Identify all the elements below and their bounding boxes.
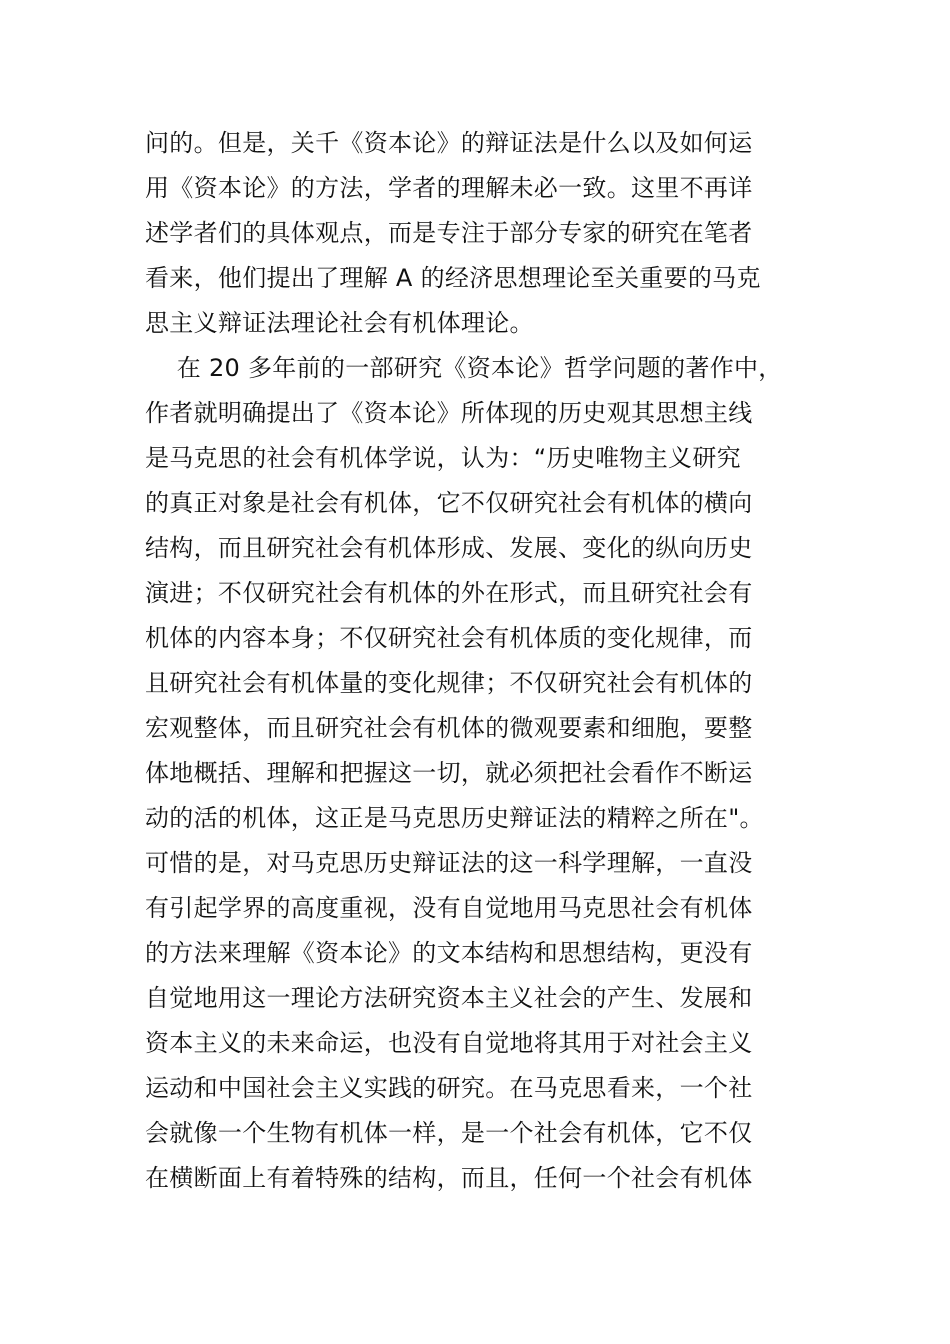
text-line: 看来，他们提出了理解 A 的经济思想理论至关重要的马克 — [145, 264, 761, 292]
text-line: 述学者们的具体观点，而是专注于部分专家的研究在笔者 — [145, 219, 753, 247]
text-line: 思主义辩证法理论社会有机体理论。 — [145, 309, 534, 337]
body-text — [145, 121, 825, 1201]
text-line: 可惜的是，对马克思历史辩证法的这一科学理解，一直没 — [145, 849, 753, 877]
text-line: 运动和中国社会主义实践的研究。在马克思看来，一个社 — [145, 1074, 753, 1102]
text-line: 自觉地用这一理论方法研究资本主义社会的产生、发展和 — [145, 984, 753, 1012]
text-line: 的方法来理解《资本论》的文本结构和思想结构，更没有 — [145, 939, 753, 967]
text-line: 动的活的机体，这正是马克思历史辩证法的精粹之所在"。 — [145, 804, 764, 832]
text-line: 在横断面上有着特殊的结构，而且，任何一个社会有机体 — [145, 1164, 753, 1192]
text-line: 有引起学界的高度重视，没有自觉地用马克思社会有机体 — [145, 894, 753, 922]
text-line: 且研究社会有机体量的变化规律；不仅研究社会有机体的 — [145, 669, 753, 697]
text-line: 作者就明确提出了《资本论》所体现的历史观其思想主线 — [145, 399, 753, 427]
text-line: 会就像一个生物有机体一样，是一个社会有机体，它不仅 — [145, 1119, 753, 1147]
text-line: 演进；不仅研究社会有机体的外在形式，而且研究社会有 — [145, 579, 753, 607]
text-line: 是马克思的社会有机体学说，认为：“历史唯物主义研究 — [145, 444, 741, 472]
text-line: 的真正对象是社会有机体，它不仅研究社会有机体的横向 — [145, 489, 753, 517]
text-line: 结构，而且研究社会有机体形成、发展、变化的纵向历史 — [145, 534, 753, 562]
text-line: 机体的内容本身；不仅研究社会有机体质的变化规律，而 — [145, 624, 753, 652]
text-line: 体地概括、理解和把握这一切，就必须把社会看作不断运 — [145, 759, 753, 787]
text-line: 用《资本论》的方法，学者的理解未必一致。这里不再详 — [145, 174, 753, 202]
text-line: 资本主义的未来命运，也没有自觉地将其用于对社会主义 — [145, 1029, 753, 1057]
text-line: 问的。但是，关千《资本论》的辩证法是什么以及如何运 — [145, 129, 753, 157]
text-line: 宏观整体，而且研究社会有机体的微观要素和细胞，要整 — [145, 714, 753, 742]
paragraph-start-line: 在 20 多年前的一部研究《资本论》哲学问题的著作中， — [145, 354, 783, 382]
